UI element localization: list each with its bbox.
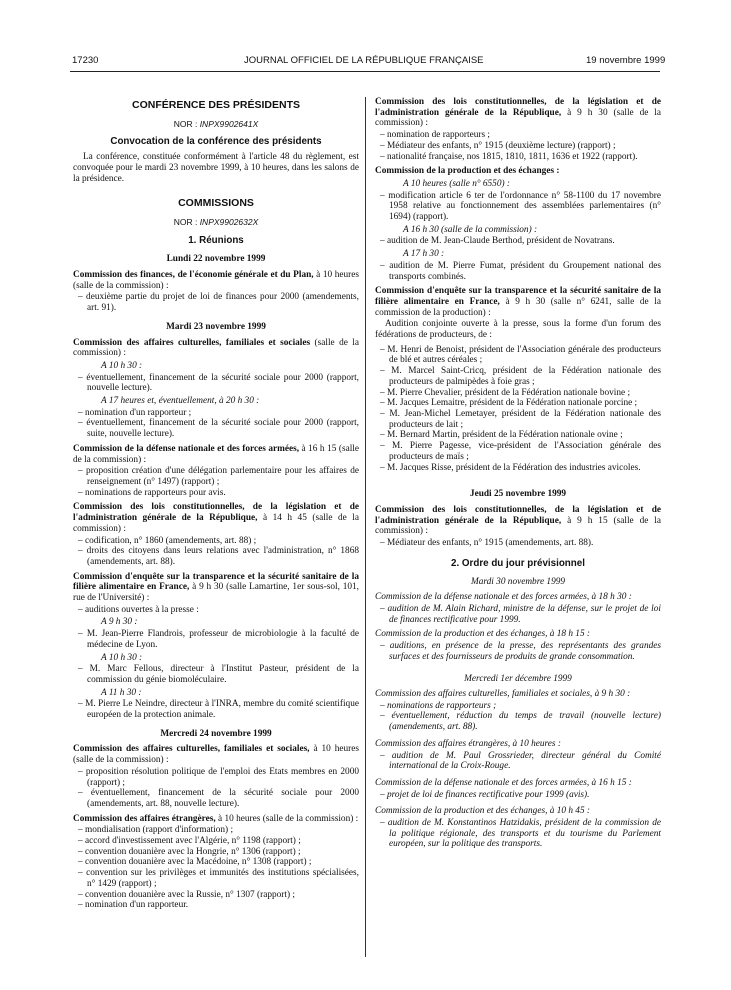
agenda-item: – nomination d'un rapporteur ; xyxy=(78,407,192,418)
agenda-item: – audition de M. Paul Grossrieder, directeur général du Comité international de la Croix-Rouge. xyxy=(380,750,661,772)
audition-intro: Audition conjointe ouverte à la presse, sous la forme d'un forum des fédérations de producteurs, de : xyxy=(375,319,661,341)
commission-heading: Commission de la défense nationale et des forces armées, à 16 h 15 : xyxy=(375,777,632,788)
commission-name: Commission des affaires culturelles, familiales et sociales xyxy=(73,337,311,348)
commission-name: Commission des affaires étrangères, xyxy=(73,813,216,824)
time-heading: A 17 heures et, éventuellement, à 20 h 30 : xyxy=(101,396,260,407)
issue-date: 19 novembre 1999 xyxy=(586,55,666,66)
agenda-item: – audition de M. Konstantinos Hatzidakis, président de la commission de la politique régionale, des transports et du tourisme du Parlement européen, sur la politique des transports. xyxy=(380,818,661,850)
agenda-item: – proposition création d'une délégation parlementaire pour les affaires de renseignement (n° 1497) (rapport) ; xyxy=(78,466,359,487)
commission-heading: Commission de la production et des échanges, à 10 h 45 : xyxy=(375,806,591,817)
nor-code: INPX9902641X xyxy=(199,118,259,129)
agenda-item: – nomination d'un rapporteur. xyxy=(78,900,189,911)
agenda-item: – audition de M. Pierre Fumat, président du Groupement national des transports combinés. xyxy=(380,260,661,282)
agenda-item: – convention douanière avec la Macédoine, n° 1308 (rapport) ; xyxy=(78,857,312,868)
time-heading: A 10 h 30 : xyxy=(101,652,143,663)
agenda-item: – nationalité française, nos 1815, 1810, 1811, 1636 et 1922 (rapport). xyxy=(380,151,638,162)
commission-name: Commission d'enquête sur la transparence et la sécurité sanitaire de la filière alimentaire en France, xyxy=(73,571,359,593)
day-heading: Lundi 22 novembre 1999 xyxy=(166,254,266,265)
agenda-item: – proposition résolution politique de l'emploi des Etats membres en 2000 (rapport) ; xyxy=(78,766,359,788)
agenda-item: – M. Pierre Chevalier, président de la Fédération nationale bovine ; xyxy=(380,387,631,398)
agenda-item: – M. Pierre Pagesse, vice-président de l'Association générale des producteurs de maïs ; xyxy=(380,441,661,462)
agenda-item: – convention sur les privilèges et immunités des institutions spécialisées, n° 1429 (rapport) ; xyxy=(78,868,359,889)
commission-name: Commission des affaires culturelles, familiales et sociales, xyxy=(73,744,310,755)
agenda-item: – mondialisation (rapport d'information) ; xyxy=(78,825,234,836)
day-heading: Mardi 23 novembre 1999 xyxy=(166,321,266,332)
day-heading: Mercredi 1er décembre 1999 xyxy=(464,674,572,685)
reunions-title: 1. Réunions xyxy=(188,234,244,246)
agenda-item: – projet de loi de finances rectificative pour 1999 (avis). xyxy=(380,789,590,800)
agenda-item: – M. Pierre Le Neindre, directeur à l'INRA, membre du comité scientifique européen de la protection animale. xyxy=(78,699,359,721)
time-heading: A 10 h 30 : xyxy=(101,360,143,371)
agenda-item: – M. Henri de Benoist, président de l'Association générale des producteurs de blé et autres céréales ; xyxy=(380,344,661,366)
header-rule xyxy=(70,71,660,72)
conference-title: CONFÉRENCE DES PRÉSIDENTS xyxy=(131,99,301,111)
commission-detail: à 9 h 15 (salle de la commission) : xyxy=(375,515,662,537)
commission-name: Commission de la défense nationale et des forces armées, xyxy=(73,443,300,454)
agenda-item: – nomination de rapporteurs ; xyxy=(380,130,490,141)
commission-name: Commission de la production et des échanges : xyxy=(375,166,560,177)
time-heading: A 17 h 30 : xyxy=(403,249,445,260)
commission-detail: (salle de la commission) : xyxy=(73,337,359,359)
commission-heading xyxy=(375,97,661,129)
commission-detail: à 10 heures (salle de la commission) : xyxy=(215,813,359,824)
right-column xyxy=(375,97,661,850)
agenda-item: – M. Bernard Martin, président de la Fédération nationale ovine ; xyxy=(380,430,623,441)
commission-heading: Commission des affaires culturelles, familiales et sociales, à 9 h 30 : xyxy=(375,689,631,700)
day-heading: Mardi 30 novembre 1999 xyxy=(470,577,566,588)
journal-title: JOURNAL OFFICIEL DE LA RÉPUBLIQUE FRANÇAISE xyxy=(244,55,484,66)
commission-heading xyxy=(73,444,359,465)
page-number: 17230 xyxy=(72,55,99,66)
commission-heading xyxy=(375,286,661,318)
time-heading: A 11 h 30 : xyxy=(101,687,142,698)
day-heading: Jeudi 25 novembre 1999 xyxy=(469,489,567,500)
commission-heading xyxy=(73,338,359,359)
agenda-item: – droits des citoyens dans leurs relations avec l'administration, n° 1868 (amendements, art. 88). xyxy=(78,546,359,567)
agenda-item: – deuxième partie du projet de loi de finances pour 2000 (amendements, art. 91). xyxy=(78,292,359,314)
agenda-item: – Médiateur des enfants, n° 1915 (deuxième lecture) (rapport) ; xyxy=(380,140,616,151)
commission-heading xyxy=(73,572,359,604)
agenda-item: – éventuellement, financement de la sécurité sociale pour 2000 (amendements, art. 88, nouvelle lecture). xyxy=(78,788,359,809)
commission-heading xyxy=(375,505,661,537)
column-divider xyxy=(365,97,366,957)
nor-label: NOR : xyxy=(173,118,198,129)
commission-heading xyxy=(73,502,359,534)
agenda-item: – auditions ouvertes à la presse : xyxy=(78,604,199,615)
commissions-title: COMMISSIONS xyxy=(178,197,254,210)
agenda-item: – audition de M. Alain Richard, ministre de la défense, sur le projet de loi de finances rectificative pour 1999. xyxy=(380,603,661,625)
commission-heading: Commission de la production et des échanges, à 18 h 15 : xyxy=(375,629,591,640)
commission-name: Commission des lois constitutionnelles, de la législation et de l'administration générale de la République, xyxy=(73,502,359,524)
commission-heading: Commission des affaires étrangères, à 10 heures : xyxy=(375,738,561,749)
nor-code: INPX9902632X xyxy=(199,216,259,227)
ordre-du-jour-title: 2. Ordre du jour prévisionnel xyxy=(451,557,585,569)
nor-reference xyxy=(73,217,359,228)
commission-name: Commission des finances, de l'économie générale et du Plan, xyxy=(73,270,314,281)
commission-heading: Commission de la défense nationale et des forces armées, à 18 h 30 : xyxy=(375,592,632,603)
agenda-item: – éventuellement, réduction du temps de travail (nouvelle lecture) (amendements, art. 88). xyxy=(380,711,661,733)
convocation-title: Convocation de la conférence des présidents xyxy=(110,136,322,148)
agenda-item: – éventuellement, financement de la sécurité sociale pour 2000 (rapport, nouvelle lecture). xyxy=(78,372,359,394)
agenda-item: – audition de M. Jean-Claude Berthod, président de Novatrans. xyxy=(380,236,615,247)
agenda-item: – modification article 6 ter de l'ordonnance n° 58-1100 du 17 novembre 1958 relative au fonctionnement des assemblées parlementaires (n° 1694) (rapport). xyxy=(380,190,661,223)
nor-reference xyxy=(73,119,359,130)
agenda-item: – convention douanière avec la Russie, n° 1307 (rapport) ; xyxy=(78,889,295,900)
commission-heading xyxy=(73,270,359,291)
time-heading: A 16 h 30 (salle de la commission) : xyxy=(403,224,538,235)
agenda-item: – M. Jean-Michel Lemetayer, président de la Fédération nationale des producteurs de lait ; xyxy=(380,408,661,430)
commission-heading xyxy=(375,166,661,177)
left-column xyxy=(73,97,359,911)
commission-detail: à 14 h 45 (salle de la commission) : xyxy=(73,513,359,534)
nor-label: NOR : xyxy=(173,216,198,227)
agenda-item: – nominations de rapporteurs pour avis. xyxy=(78,487,226,498)
commission-name: Commission d'enquête sur la transparence et la sécurité sanitaire de la filière alimentaire en France, xyxy=(375,286,661,307)
commission-detail: à 9 h 30 (salle n° 6241, salle de la commission de la production) : xyxy=(375,296,662,318)
agenda-item: – Médiateur des enfants, n° 1915 (amendements, art. 88). xyxy=(380,538,594,549)
agenda-item: – accord d'investissement avec l'Algérie, n° 1198 (rapport) ; xyxy=(78,836,301,847)
commission-heading xyxy=(73,744,359,765)
agenda-item: – codification, n° 1860 (amendements, art. 88) ; xyxy=(78,535,257,546)
commission-detail: à 10 heures (salle de la commission) : xyxy=(73,744,359,766)
agenda-item: – M. Jean-Pierre Flandrois, professeur de microbiologie à la faculté de médecine de Lyon. xyxy=(78,629,359,650)
commission-detail: à 9 h 30 (salle Lamartine, 1er sous-sol, 101, rue de l'Université) : xyxy=(73,582,359,604)
agenda-item: – M. Jacques Lemaitre, président de la Fédération nationale porcine ; xyxy=(380,398,638,409)
agenda-item: – auditions, en présence de la presse, des représentants des grandes surfaces et des fournisseurs de produits de grande consommation. xyxy=(380,640,661,662)
commission-name: Commission des lois constitutionnelles, de la législation et de l'administration générale de la République, xyxy=(375,97,661,118)
convocation-text: La conférence, constituée conformément à l'article 48 du règlement, est convoquée pour le mardi 23 novembre 1999, à 10 heures, dans les salons de la présidence. xyxy=(73,152,359,184)
agenda-item: – nominations de rapporteurs ; xyxy=(380,700,497,711)
commission-detail: à 16 h 15 (salle de la commission) : xyxy=(73,443,359,465)
agenda-item: – M. Jacques Risse, président de la Fédération des industries avicoles. xyxy=(380,462,641,473)
time-heading: A 9 h 30 : xyxy=(101,617,138,628)
agenda-item: – convention douanière avec la Hongrie, n° 1306 (rapport) ; xyxy=(78,846,301,857)
commission-detail: à 10 heures (salle de la commission) : xyxy=(73,270,359,291)
commission-name: Commission des lois constitutionnelles, de la législation et de l'administration générale de la République, xyxy=(375,504,661,526)
time-heading: A 10 heures (salle n° 6550) : xyxy=(403,178,511,189)
day-heading: Mercredi 24 novembre 1999 xyxy=(160,728,272,739)
commission-heading xyxy=(73,814,359,825)
agenda-item: – éventuellement, financement de la sécurité sociale pour 2000 (rapport, suite, nouvelle lecture). xyxy=(78,418,359,440)
commission-detail: à 9 h 30 (salle de la commission) : xyxy=(375,107,662,129)
agenda-item: – M. Marc Fellous, directeur à l'Institut Pasteur, président de la commission du génie biomoléculaire. xyxy=(78,664,359,685)
agenda-item: – M. Marcel Saint-Cricq, président de la Fédération nationale des producteurs de palmipèdes à foie gras ; xyxy=(380,366,661,387)
